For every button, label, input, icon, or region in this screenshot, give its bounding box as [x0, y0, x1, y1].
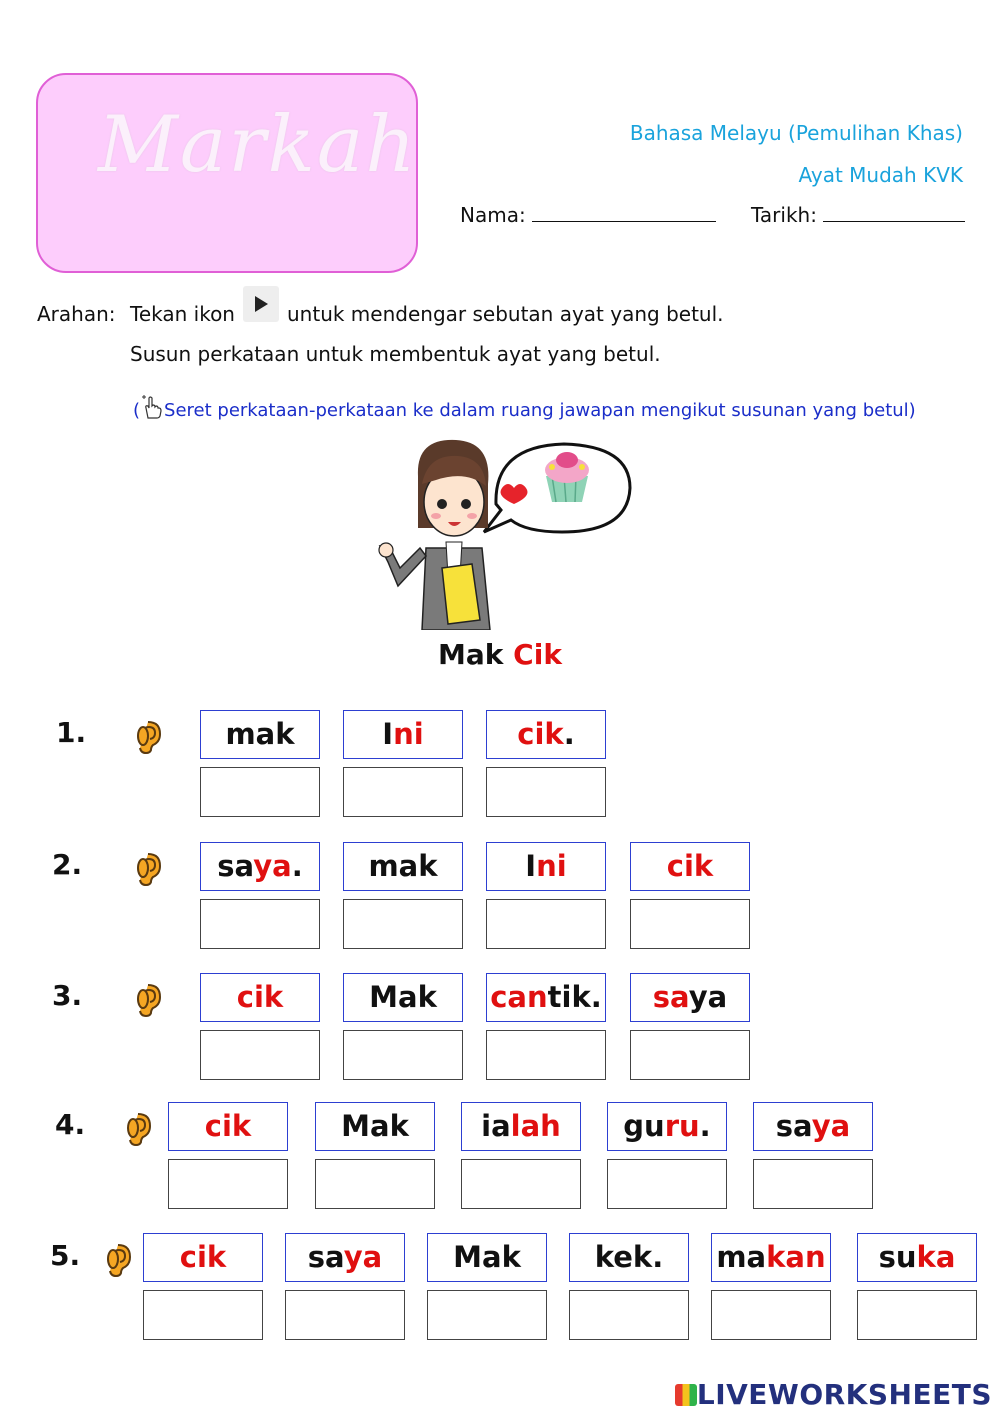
answer-slot[interactable]: [607, 1159, 727, 1209]
answer-slot[interactable]: [753, 1159, 873, 1209]
word-part: .: [563, 717, 575, 751]
answer-slot[interactable]: [343, 899, 463, 949]
word-part: cik: [517, 717, 564, 751]
word-part: gu: [623, 1109, 665, 1143]
hint-open: (: [133, 400, 141, 421]
word-part: I: [382, 717, 394, 751]
answer-slot[interactable]: [143, 1290, 263, 1340]
word-tile[interactable]: [461, 1102, 581, 1151]
word-tile[interactable]: [630, 842, 750, 891]
subject-title: Bahasa Melayu (Pemulihan Khas): [629, 121, 963, 145]
logo-mark-icon: [675, 1384, 697, 1406]
answer-slot[interactable]: [200, 899, 320, 949]
word-part: sa: [217, 849, 254, 883]
score-label: Markah: [98, 100, 418, 190]
word-part: kek.: [594, 1240, 664, 1274]
word-tile[interactable]: [143, 1233, 263, 1282]
instruction-line1-before: Tekan ikon: [130, 302, 235, 326]
answer-slot[interactable]: [200, 767, 320, 817]
answer-slot[interactable]: [857, 1290, 977, 1340]
word-tile[interactable]: [569, 1233, 689, 1282]
word-part: ia: [481, 1109, 511, 1143]
drag-hand-icon: [140, 394, 164, 420]
answer-slot[interactable]: [200, 1030, 320, 1080]
date-label: Tarikh:: [751, 203, 817, 227]
word-part: kan: [766, 1240, 826, 1274]
date-line[interactable]: [823, 203, 965, 222]
word-part: cik: [204, 1109, 252, 1143]
word-part: ma: [716, 1240, 767, 1274]
word-tile[interactable]: [343, 973, 463, 1022]
word-part: sa: [652, 980, 689, 1014]
answer-slot[interactable]: [461, 1159, 581, 1209]
topic-title: Ayat Mudah KVK: [798, 163, 963, 187]
answer-slot[interactable]: [343, 767, 463, 817]
ear-icon[interactable]: [134, 852, 162, 886]
word-part: ya: [253, 849, 292, 883]
word-tile[interactable]: [486, 710, 606, 759]
word-part: ni: [393, 717, 424, 751]
word-tile[interactable]: [315, 1102, 435, 1151]
word-part: ru: [664, 1109, 700, 1143]
word-part: ya: [343, 1240, 383, 1274]
word-tile[interactable]: [343, 710, 463, 759]
word-tile[interactable]: [200, 842, 320, 891]
answer-slot[interactable]: [168, 1159, 288, 1209]
word-part: cik: [236, 980, 284, 1014]
word-part: cik: [179, 1240, 227, 1274]
liveworksheets-logo: [675, 1378, 992, 1411]
word-part: ni: [536, 849, 567, 883]
question-number: 3.: [52, 979, 83, 1012]
word-part: lah: [510, 1109, 561, 1143]
word-tile[interactable]: [630, 973, 750, 1022]
word-tile[interactable]: [607, 1102, 727, 1151]
answer-slot[interactable]: [315, 1159, 435, 1209]
word-tile[interactable]: [857, 1233, 977, 1282]
answer-slot[interactable]: [486, 1030, 606, 1080]
word-part: cik: [666, 849, 714, 883]
word-part: Mak: [341, 1109, 409, 1143]
word-part: tik.: [547, 980, 602, 1014]
ear-icon[interactable]: [134, 983, 162, 1017]
instruction-label: Arahan:: [37, 302, 116, 326]
logo-text: LIVEWORKSHEETS: [696, 1378, 992, 1411]
question-number: 4.: [55, 1108, 86, 1141]
answer-slot[interactable]: [569, 1290, 689, 1340]
name-line[interactable]: [532, 203, 716, 222]
instruction-line1-after: untuk mendengar sebutan ayat yang betul.: [287, 302, 724, 326]
word-part: mak: [368, 849, 438, 883]
word-part: Mak: [369, 980, 437, 1014]
date-field[interactable]: [751, 203, 965, 227]
ear-icon[interactable]: [104, 1243, 132, 1277]
title-mak: Mak: [438, 638, 504, 671]
word-part: can: [490, 980, 548, 1014]
word-part: ya: [811, 1109, 851, 1143]
play-icon[interactable]: [243, 286, 279, 322]
question-number: 5.: [50, 1239, 81, 1272]
answer-slot[interactable]: [630, 899, 750, 949]
word-part: Mak: [453, 1240, 521, 1274]
drag-hint: [133, 394, 916, 421]
word-part: ya: [688, 980, 728, 1014]
answer-slot[interactable]: [427, 1290, 547, 1340]
word-part: .: [699, 1109, 711, 1143]
word-part: I: [525, 849, 537, 883]
answer-slot[interactable]: [630, 1030, 750, 1080]
word-part: .: [291, 849, 303, 883]
hint-text: Seret perkataan-perkataan ke dalam ruang jawapan mengikut susunan yang betul): [164, 400, 916, 421]
answer-slot[interactable]: [711, 1290, 831, 1340]
word-tile[interactable]: [486, 973, 606, 1022]
ear-icon[interactable]: [124, 1112, 152, 1146]
word-tile[interactable]: [486, 842, 606, 891]
word-part: su: [878, 1240, 917, 1274]
answer-slot[interactable]: [486, 899, 606, 949]
question-number: 1.: [56, 716, 87, 749]
word-tile[interactable]: [200, 973, 320, 1022]
ear-icon[interactable]: [134, 720, 162, 754]
answer-slot[interactable]: [343, 1030, 463, 1080]
title-cik: Cik: [513, 638, 562, 671]
word-tile[interactable]: [285, 1233, 405, 1282]
teacher-illustration: [376, 436, 638, 630]
question-number: 2.: [52, 848, 83, 881]
word-part: sa: [775, 1109, 812, 1143]
name-label: Nama:: [460, 203, 526, 227]
word-tile[interactable]: [168, 1102, 288, 1151]
answer-slot[interactable]: [285, 1290, 405, 1340]
story-title: [0, 638, 1000, 671]
word-part: ka: [916, 1240, 956, 1274]
word-tile[interactable]: [343, 842, 463, 891]
word-tile[interactable]: [753, 1102, 873, 1151]
answer-slot[interactable]: [486, 767, 606, 817]
word-tile[interactable]: [200, 710, 320, 759]
instruction-line2: Susun perkataan untuk membentuk ayat yang betul.: [130, 342, 661, 366]
word-tile[interactable]: [427, 1233, 547, 1282]
name-field[interactable]: [460, 203, 716, 227]
word-part: sa: [307, 1240, 344, 1274]
word-part: mak: [225, 717, 295, 751]
word-tile[interactable]: [711, 1233, 831, 1282]
